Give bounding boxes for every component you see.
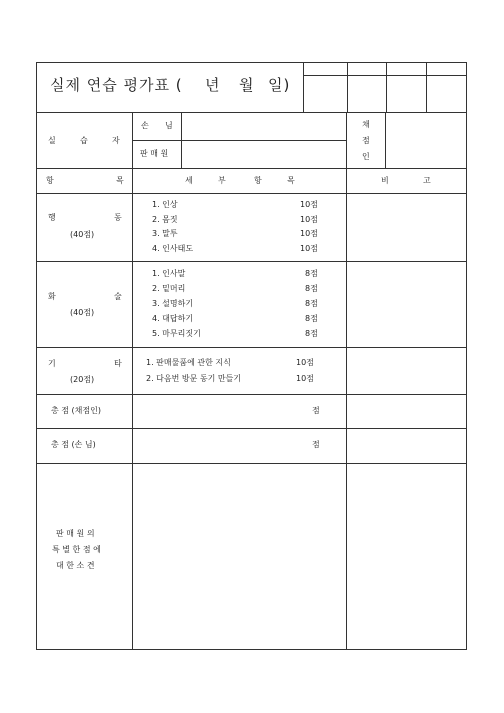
row-sep-3: [36, 347, 467, 348]
col-detail-char-1: 세: [185, 176, 193, 185]
header-bottom: [36, 168, 467, 169]
practitioner-char-1: 실: [48, 136, 56, 145]
speech-score-1: 8점: [305, 269, 318, 278]
border-top: [36, 62, 467, 63]
form-title: 실제 연습 평가표 (: [50, 76, 183, 94]
title-divider: [303, 62, 304, 112]
behavior-name-2: 동: [114, 213, 122, 222]
grader-char-2: 점: [362, 136, 370, 145]
behavior-score-3: 10점: [300, 229, 318, 238]
other-score-1: 10점: [296, 358, 314, 367]
seller-label: 판 매 원: [140, 149, 169, 158]
row-sep-6: [36, 463, 467, 464]
signature-col-1: [347, 62, 348, 112]
title-month: 월: [239, 76, 255, 94]
speech-score-3: 8점: [305, 299, 318, 308]
col-item-char-2: 목: [116, 176, 124, 185]
speech-item-3: 3. 설명하기: [152, 299, 194, 308]
opinion-line-3: 대 한 소 견: [56, 561, 95, 570]
grader-char-1: 채: [362, 120, 370, 129]
speech-points: (40점): [70, 308, 95, 317]
customer-char-2: 님: [165, 121, 173, 130]
customer-char-1: 손: [141, 121, 149, 130]
other-item-1: 1. 판매물품에 관한 지식: [146, 358, 231, 367]
other-name-1: 기: [48, 359, 56, 368]
row-sep-4: [36, 394, 467, 395]
speech-name-2: 술: [114, 292, 122, 301]
signature-col-3: [426, 62, 427, 112]
col-note-char-1: 비: [381, 176, 389, 185]
signature-col-2: [386, 62, 387, 112]
other-score-2: 10점: [296, 374, 314, 383]
speech-item-2: 2. 밑머리: [152, 284, 186, 293]
behavior-item-4: 4. 인사태도: [152, 244, 194, 253]
opinion-line-2: 특 별 한 점 에: [52, 545, 101, 554]
speech-name-1: 화: [48, 292, 56, 301]
speech-score-2: 8점: [305, 284, 318, 293]
title-day: 일): [268, 76, 291, 94]
header-mid: [132, 140, 346, 141]
speech-item-4: 4. 대답하기: [152, 314, 194, 323]
border-left: [36, 62, 37, 650]
row-sep-1: [36, 193, 467, 194]
title-bottom: [36, 112, 467, 113]
behavior-item-1: 1. 인상: [152, 200, 178, 209]
behavior-score-4: 10점: [300, 244, 318, 253]
grader-col-line: [385, 112, 386, 168]
behavior-score-1: 10점: [300, 200, 318, 209]
practitioner-char-2: 습: [80, 136, 88, 145]
other-name-2: 타: [114, 359, 122, 368]
grader-char-3: 인: [362, 152, 370, 161]
speech-score-5: 8점: [305, 329, 318, 338]
col-detail-char-3: 항: [254, 176, 262, 185]
total-grader-unit: 점: [312, 406, 320, 415]
border-right: [466, 62, 467, 650]
other-points: (20점): [70, 375, 95, 384]
col-detail-char-2: 부: [218, 176, 226, 185]
other-item-2: 2. 다음번 방문 동기 만들기: [146, 374, 242, 383]
practitioner-char-3: 자: [112, 136, 120, 145]
total-customer-unit: 점: [312, 440, 320, 449]
total-customer-label: 총 점 (손 님): [51, 440, 96, 449]
behavior-points: (40점): [70, 230, 95, 239]
behavior-score-2: 10점: [300, 215, 318, 224]
speech-score-4: 8점: [305, 314, 318, 323]
row-sep-5: [36, 428, 467, 429]
col-note-char-2: 고: [423, 176, 431, 185]
title-year: 년: [205, 76, 221, 94]
behavior-name-1: 행: [48, 213, 56, 222]
speech-item-1: 1. 인사말: [152, 269, 186, 278]
speech-item-5: 5. 마무리짓기: [152, 329, 201, 338]
row-sep-2: [36, 261, 467, 262]
border-bottom: [36, 649, 467, 650]
total-grader-label: 총 점 (채점인): [51, 406, 101, 415]
signature-row: [303, 75, 467, 76]
behavior-item-3: 3. 말투: [152, 229, 178, 238]
behavior-item-2: 2. 몸짓: [152, 215, 178, 224]
col-item-char-1: 항: [46, 176, 54, 185]
col-detail-char-4: 목: [287, 176, 295, 185]
opinion-line-1: 판 매 원 의: [56, 529, 95, 538]
